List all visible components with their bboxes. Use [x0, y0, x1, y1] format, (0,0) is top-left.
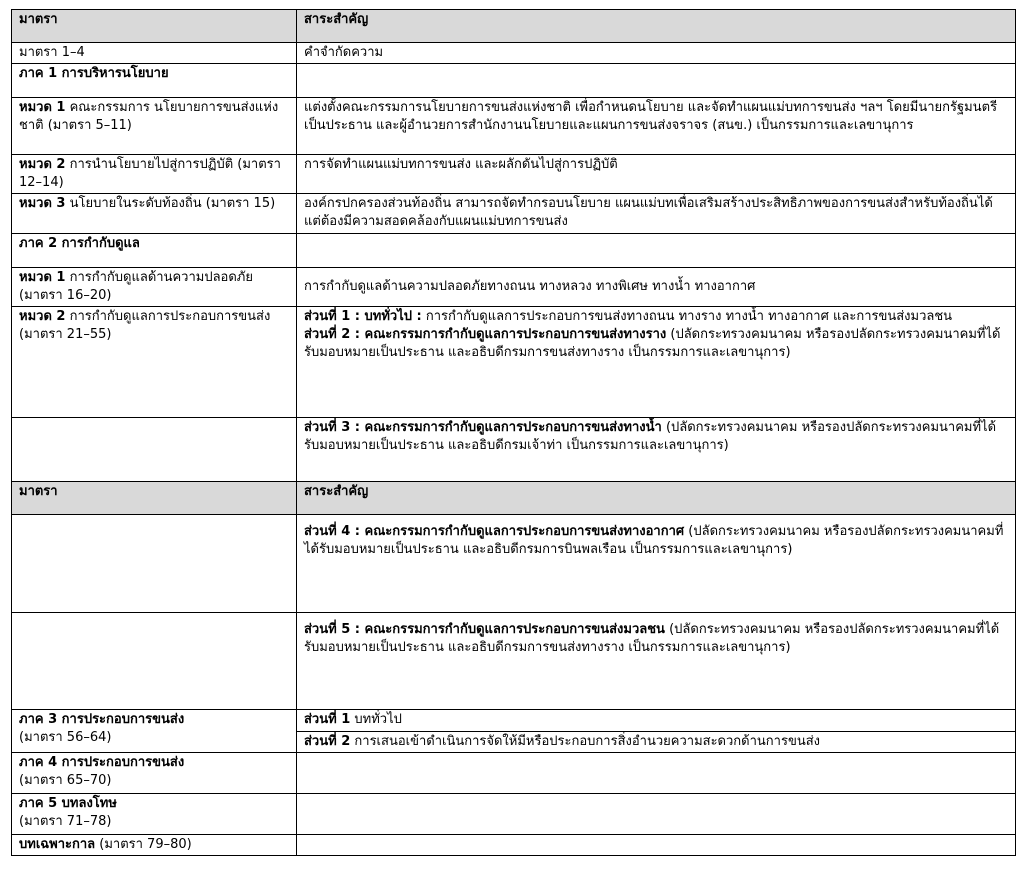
law-summary-table	[11, 9, 1016, 856]
table-row	[12, 98, 1016, 155]
table-row	[12, 613, 1016, 710]
chapter-label: หมวด 1	[19, 100, 66, 115]
summary-cell	[297, 710, 1016, 753]
summary-cell: องค์กรปกครองส่วนท้องถิ่น สามารถจัดทำกรอบนโยบาย แผนแม่บทเพื่อเสริมสร้างประสิทธิภาพของการขนส่งสำหรับท้องถิ่นได้ แต่ต้องมีความสอดคล้องกับแผนแม่บทการขนส่ง	[297, 194, 1016, 234]
table-row	[12, 307, 1016, 418]
chapter-title: การกำกับดูแลการประกอบการขนส่ง (มาตรา 21–55)	[19, 309, 271, 342]
subsection-1-text: การกำกับดูแลการประกอบการขนส่งทางถนน ทางราง ทางน้ำ ทางอากาศ และการขนส่งมวลชน	[425, 309, 953, 324]
subsection-4-label: ส่วนที่ 4 : คณะกรรมการกำกับดูแลการประกอบการขนส่งทางอากาศ	[304, 524, 685, 539]
subsection-4-text: (ปลัดกระทรวงคมนาคม หรือรองปลัดกระทรวงคมนาคมที่ได้รับมอบหมายเป็นประธาน และอธิบดีกรมการบินพลเรือน เป็นกรรมการและเลขานุการ)	[304, 524, 1004, 557]
empty-cell	[12, 613, 297, 710]
summary-cell	[297, 307, 1016, 418]
chapter-title: คณะกรรมการ นโยบายการขนส่งแห่งชาติ (มาตรา 5–11)	[19, 100, 279, 133]
table-row	[12, 835, 1016, 856]
table-header-row	[12, 482, 1016, 515]
subsection-5-label: ส่วนที่ 5 : คณะกรรมการกำกับดูแลการประกอบการขนส่งมวลชน	[304, 622, 665, 637]
part-title: ภาค 3 การประกอบการขนส่ง	[19, 712, 185, 727]
summary-cell: การกำกับดูแลด้านความปลอดภัยทางถนน ทางหลวง ทางพิเศษ ทางน้ำ ทางอากาศ	[297, 268, 1016, 307]
empty-cell	[297, 234, 1016, 268]
section-cell	[12, 753, 297, 794]
empty-cell	[297, 753, 1016, 794]
section-cell	[12, 194, 297, 234]
subsection-3-label: ส่วนที่ 3 : คณะกรรมการกำกับดูแลการประกอบการขนส่งทางน้ำ	[304, 420, 662, 435]
section-cell	[12, 835, 297, 856]
part-row	[12, 64, 1016, 98]
subsection-1	[304, 308, 1008, 326]
part3-subsection-1-text: บททั่วไป	[354, 712, 402, 727]
subsection-1-label: ส่วนที่ 1 : บททั่วไป :	[304, 309, 422, 324]
section-cell	[12, 710, 297, 753]
table-row	[12, 753, 1016, 794]
part-section: (มาตรา 56–64)	[19, 730, 112, 745]
header-summary: สาระสำคัญ	[297, 482, 1016, 515]
part-title: ภาค 5 บทลงโทษ	[19, 796, 117, 811]
summary-cell	[297, 613, 1016, 710]
section-cell	[12, 268, 297, 307]
table-header-row	[12, 10, 1016, 43]
empty-cell	[12, 515, 297, 613]
chapter-label: หมวด 3	[19, 196, 66, 211]
section-cell	[12, 98, 297, 155]
empty-cell	[297, 835, 1016, 856]
part-title: ภาค 4 การประกอบการขนส่ง	[19, 755, 185, 770]
table-row	[12, 43, 1016, 64]
table-row	[12, 710, 1016, 753]
table-row	[12, 268, 1016, 307]
section-cell: มาตรา 1–4	[12, 43, 297, 64]
chapter-label: หมวด 1	[19, 270, 66, 285]
subsection-3-text: (ปลัดกระทรวงคมนาคม หรือรองปลัดกระทรวงคมนาคมที่ได้รับมอบหมายเป็นประธาน และอธิบดีกรมเจ้าท่า เป็นกรรมการและเลขานุการ)	[304, 420, 997, 453]
subsection-2	[304, 326, 1008, 362]
part-title: ภาค 2 การกำกับดูแล	[12, 234, 297, 268]
part3-subsection-2-text: การเสนอเข้าดำเนินการจัดให้มีหรือประกอบการสิ่งอำนวยความสะดวกด้านการขนส่ง	[354, 734, 821, 749]
part-title: บทเฉพาะกาล	[19, 837, 96, 852]
table-row	[12, 418, 1016, 482]
part-row	[12, 234, 1016, 268]
table-row	[12, 794, 1016, 835]
section-cell	[12, 307, 297, 418]
part-section: (มาตรา 65–70)	[19, 773, 112, 788]
chapter-title: การนำนโยบายไปสู่การปฏิบัติ (มาตรา 12–14)	[19, 157, 281, 190]
summary-cell	[297, 515, 1016, 613]
part3-subsection-1-label: ส่วนที่ 1	[304, 712, 351, 727]
table-row	[12, 155, 1016, 194]
section-cell	[12, 155, 297, 194]
part-title: ภาค 1 การบริหารนโยบาย	[12, 64, 297, 98]
header-section: มาตรา	[12, 482, 297, 515]
header-section: มาตรา	[12, 10, 297, 43]
empty-cell	[297, 64, 1016, 98]
summary-cell	[297, 418, 1016, 482]
chapter-title: การกำกับดูแลด้านความปลอดภัย (มาตรา 16–20)	[19, 270, 253, 303]
part3-subsection-2-label: ส่วนที่ 2	[304, 734, 351, 749]
chapter-label: หมวด 2	[19, 157, 66, 172]
part-section: (มาตรา 71–78)	[19, 814, 112, 829]
summary-cell: คำจำกัดความ	[297, 43, 1016, 64]
table-row	[12, 194, 1016, 234]
subsection-2-text: (ปลัดกระทรวงคมนาคม หรือรองปลัดกระทรวงคมนาคมที่ได้รับมอบหมายเป็นประธาน และอธิบดีกรมการขนส่งทางราง เป็นกรรมการและเลขานุการ)	[304, 327, 1001, 360]
subsection-2-label: ส่วนที่ 2 : คณะกรรมการกำกับดูแลการประกอบการขนส่งทางราง	[304, 327, 667, 342]
summary-cell: การจัดทำแผนแม่บทการขนส่ง และผลักดันไปสู่การปฏิบัติ	[297, 155, 1016, 194]
chapter-label: หมวด 2	[19, 309, 66, 324]
part3-subsection-2	[297, 731, 1015, 751]
table-row	[12, 515, 1016, 613]
empty-cell	[297, 794, 1016, 835]
part-section: (มาตรา 79–80)	[99, 837, 192, 852]
chapter-title: นโยบายในระดับท้องถิ่น (มาตรา 15)	[69, 196, 276, 211]
header-summary: สาระสำคัญ	[297, 10, 1016, 43]
empty-cell	[12, 418, 297, 482]
section-cell	[12, 794, 297, 835]
part3-subsection-1	[304, 711, 1008, 729]
subsection-5-text: (ปลัดกระทรวงคมนาคม หรือรองปลัดกระทรวงคมนาคมที่ได้รับมอบหมายเป็นประธาน และอธิบดีกรมการขนส่งทางราง เป็นกรรมการและเลขานุการ)	[304, 622, 1000, 655]
summary-cell: แต่งตั้งคณะกรรมการนโยบายการขนส่งแห่งชาติ เพื่อกำหนดนโยบาย และจัดทำแผนแม่บทการขนส่ง ฯลฯ โดยมีนายกรัฐมนตรีเป็นประธาน และผู้อำนวยการสำนักงานนโยบายและแผนการขนส่งจราจร (สนข.) เป็นกรรมการและเลขานุการ	[297, 98, 1016, 155]
